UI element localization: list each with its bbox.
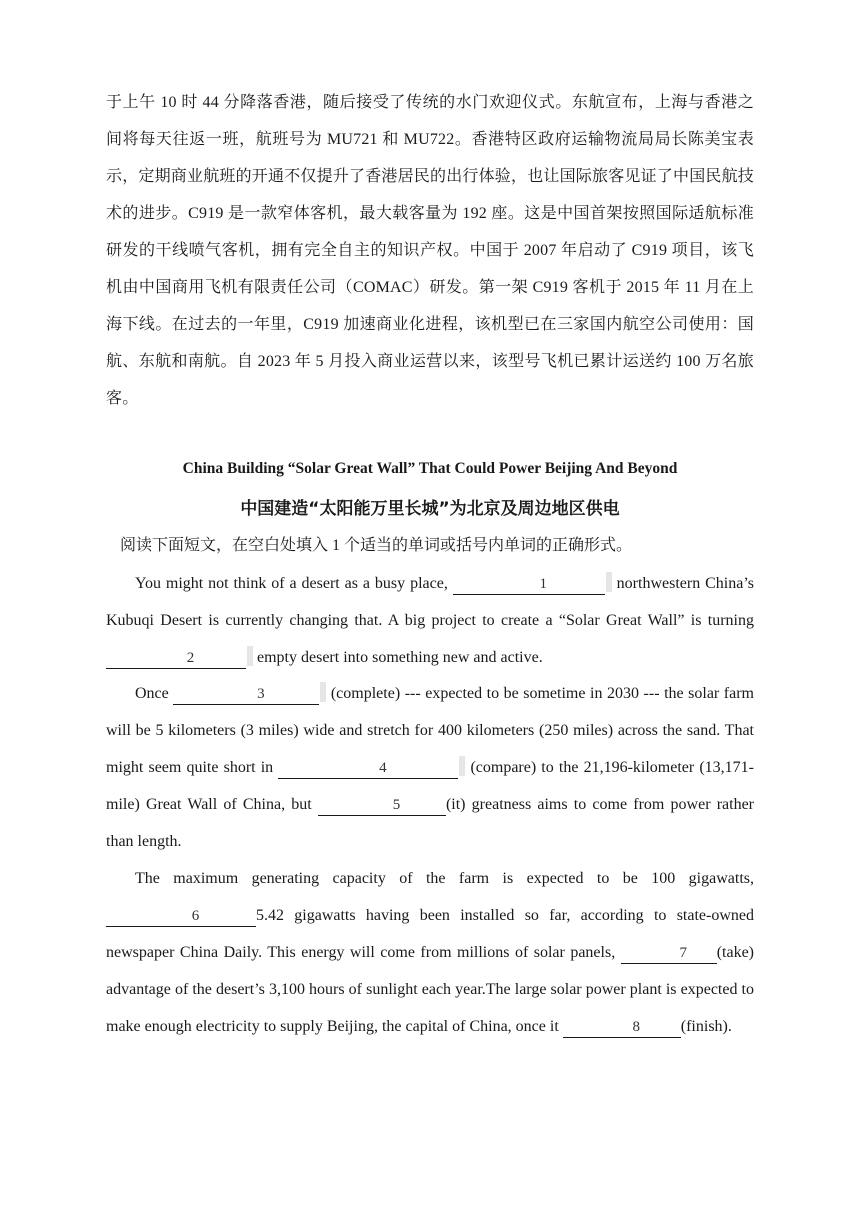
exercise-instruction: 阅读下面短文，在空白处填入 1 个适当的单词或括号内单词的正确形式。 (120, 537, 633, 554)
blank-4[interactable]: 4 (278, 758, 458, 779)
text-segment: (finish). (680, 1018, 732, 1035)
blank-2[interactable]: 2 (106, 648, 246, 669)
text-segment: Once (135, 685, 174, 702)
text-segment: (it) greatness aims to come from power rather than length. (106, 796, 755, 850)
text-segment: (take) advantage of the desert’s 3,100 hours of sunlight each year.The large solar power plant is expected to make enough electricity to supply Beijing, the capital of China, once it (106, 944, 754, 1035)
text-segment: northwestern China’s Kubuqi Desert is currently changing that. A big project to create a “Solar Great Wall” is turning (106, 575, 755, 629)
blank-1[interactable]: 1 (453, 574, 605, 595)
blank-8[interactable]: 8 (563, 1017, 681, 1038)
english-title: China Building “Solar Great Wall” That Could Power Beijing And Beyond (182, 460, 678, 477)
chinese-paragraph: 于上午 10 时 44 分降落香港，随后接受了传统的水门欢迎仪式。东航宣布，上海与香港之间将每天往返一班，航班号为 MU721 和 MU722。香港特区政府运输物流局局长陈美宝表示，定期商业航班的开通不仅提升了香港居民的出行体验，也让国际旅客见证了中国民航技术的进步。C919 是一款窄体客机，最大载客量为 192 座。这是中国首架按照国际适航标准研发的干线喷气客机，拥有完全自主的知识产权。中国于 2007 年启动了 C919 项目，该飞机由中国商用飞机有限责任公司（COMAC）研发。第一架 C919 客机于 2015 年 11 月在上海下线。在过去的一年里，C919 加速商业化进程，该机型已在三家国内航空公司使用：国航、东航和南航。自 2023 年 5 月投入商业运营以来，该型号飞机已累计运送约 100 万名旅客。 (106, 94, 755, 407)
text-segment: You might not think of a desert as a busy place, (135, 575, 453, 592)
text-segment: 5.42 gigawatts having been installed so far, according to state-owned newspaper China Daily. This energy will come from millions of solar panels, (106, 907, 754, 961)
chinese-title: 中国建造“太阳能万里长城”为北京及周边地区供电 (240, 499, 620, 519)
text-segment: empty desert into something new and active. (253, 649, 543, 666)
text-segment: The maximum generating capacity of the farm is expected to be 100 gigawatts, (135, 870, 754, 887)
exercise-paragraph-2 (106, 675, 754, 860)
exercise-paragraph-3 (106, 860, 754, 1045)
blank-3[interactable]: 3 (173, 684, 319, 705)
exercise-paragraph-1 (106, 565, 754, 676)
blank-6[interactable]: 6 (106, 906, 256, 927)
blank-7[interactable]: 7 (621, 943, 717, 964)
text-segment: (compare) to the 21,196-kilometer (13,171-mile) Great Wall of China, but (106, 759, 754, 813)
text-segment: (complete) --- expected to be sometime in 2030 --- the solar farm will be 5 kilometers (3 miles) wide and stretch for 400 kilometers (250 miles) across the sand. That might seem quite short in (106, 685, 755, 776)
blank-5[interactable]: 5 (318, 795, 446, 816)
